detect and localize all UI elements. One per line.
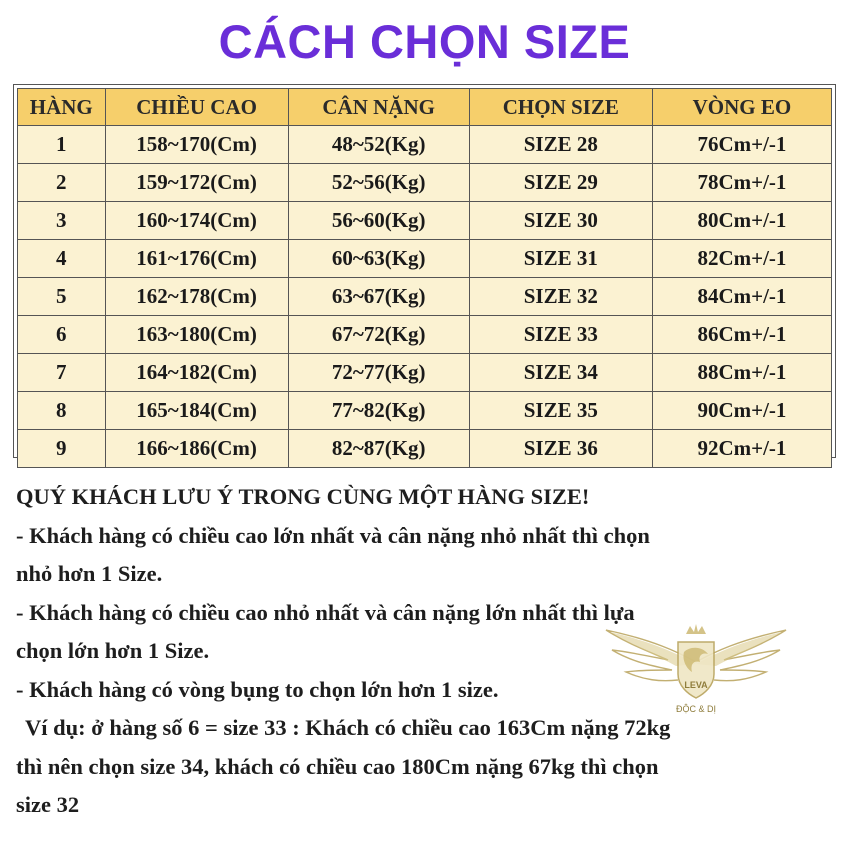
cell-hang: 4 [18,240,106,278]
cell-can-nang: 67~72(Kg) [288,316,469,354]
table-row [18,126,832,164]
cell-chon-size: SIZE 32 [469,278,652,316]
size-table [17,88,832,468]
cell-chon-size: SIZE 35 [469,392,652,430]
cell-vong-eo: 90Cm+/-1 [652,392,831,430]
table-row [18,316,832,354]
cell-hang: 2 [18,164,106,202]
cell-can-nang: 56~60(Kg) [288,202,469,240]
cell-hang: 9 [18,430,106,468]
header-chon-size: CHỌN SIZE [469,89,652,126]
table-row [18,278,832,316]
logo-name: LEVA [684,680,708,690]
example-line-end: size 32 [16,792,80,817]
cell-chieu-cao: 162~178(Cm) [105,278,288,316]
table-row [18,202,832,240]
cell-chon-size: SIZE 29 [469,164,652,202]
cell-hang: 5 [18,278,106,316]
header-hang: HÀNG [18,89,106,126]
cell-chieu-cao: 159~172(Cm) [105,164,288,202]
cell-chieu-cao: 166~186(Cm) [105,430,288,468]
cell-hang: 7 [18,354,106,392]
table-header-row [18,89,832,126]
cell-vong-eo: 84Cm+/-1 [652,278,831,316]
cell-hang: 1 [18,126,106,164]
cell-chieu-cao: 161~176(Cm) [105,240,288,278]
notes-heading: QUÝ KHÁCH LƯU Ý TRONG CÙNG MỘT HÀNG SIZE! [16,484,590,509]
page-title: CÁCH CHỌN SIZE [218,15,631,68]
cell-can-nang: 52~56(Kg) [288,164,469,202]
cell-can-nang: 63~67(Kg) [288,278,469,316]
table-row [18,240,832,278]
note-largest-height: - Khách hàng có chiều cao lớn nhất và cân nặng nhỏ nhất thì chọn [16,522,650,548]
table-row [18,354,832,392]
cell-vong-eo: 92Cm+/-1 [652,430,831,468]
cell-hang: 3 [18,202,106,240]
cell-vong-eo: 82Cm+/-1 [652,240,831,278]
table-row [18,392,832,430]
cell-can-nang: 77~82(Kg) [288,392,469,430]
example-line-cont: thì nên chọn size 34, khách có chiều cao 180Cm nặng 67kg thì chọn [16,753,659,779]
cell-chon-size: SIZE 34 [469,354,652,392]
table-row [18,430,832,468]
header-can-nang: CÂN NẶNG [288,89,469,126]
note-smallest-height: - Khách hàng có chiều cao nhỏ nhất và cân nặng lớn nhất thì lựa [16,599,635,625]
cell-chon-size: SIZE 31 [469,240,652,278]
cell-chieu-cao: 163~180(Cm) [105,316,288,354]
cell-chon-size: SIZE 30 [469,202,652,240]
cell-chieu-cao: 165~184(Cm) [105,392,288,430]
cell-chieu-cao: 158~170(Cm) [105,126,288,164]
cell-can-nang: 48~52(Kg) [288,126,469,164]
cell-hang: 8 [18,392,106,430]
cell-hang: 6 [18,316,106,354]
cell-vong-eo: 76Cm+/-1 [652,126,831,164]
cell-chon-size: SIZE 28 [469,126,652,164]
cell-chon-size: SIZE 36 [469,430,652,468]
header-vong-eo: VÒNG EO [652,89,831,126]
cell-can-nang: 82~87(Kg) [288,430,469,468]
note-largest-height-cont: nhỏ hơn 1 Size. [16,561,163,586]
cell-chieu-cao: 164~182(Cm) [105,354,288,392]
cell-vong-eo: 78Cm+/-1 [652,164,831,202]
note-belly: - Khách hàng có vòng bụng to chọn lớn hơn 1 size. [16,676,499,702]
cell-vong-eo: 86Cm+/-1 [652,316,831,354]
cell-chon-size: SIZE 33 [469,316,652,354]
example-line: Ví dụ: ở hàng số 6 = size 33 : Khách có chiều cao 163Cm nặng 72kg [25,715,671,740]
header-chieu-cao: CHIỀU CAO [105,89,288,126]
winged-eagle-crest-icon [598,622,794,718]
cell-chieu-cao: 160~174(Cm) [105,202,288,240]
size-table-frame [13,84,836,458]
logo-tagline: ĐỘC & DỊ [675,704,717,714]
cell-vong-eo: 88Cm+/-1 [652,354,831,392]
cell-can-nang: 72~77(Kg) [288,354,469,392]
note-smallest-height-cont: chọn lớn hơn 1 Size. [16,638,210,663]
cell-vong-eo: 80Cm+/-1 [652,202,831,240]
table-row [18,164,832,202]
cell-can-nang: 60~63(Kg) [288,240,469,278]
